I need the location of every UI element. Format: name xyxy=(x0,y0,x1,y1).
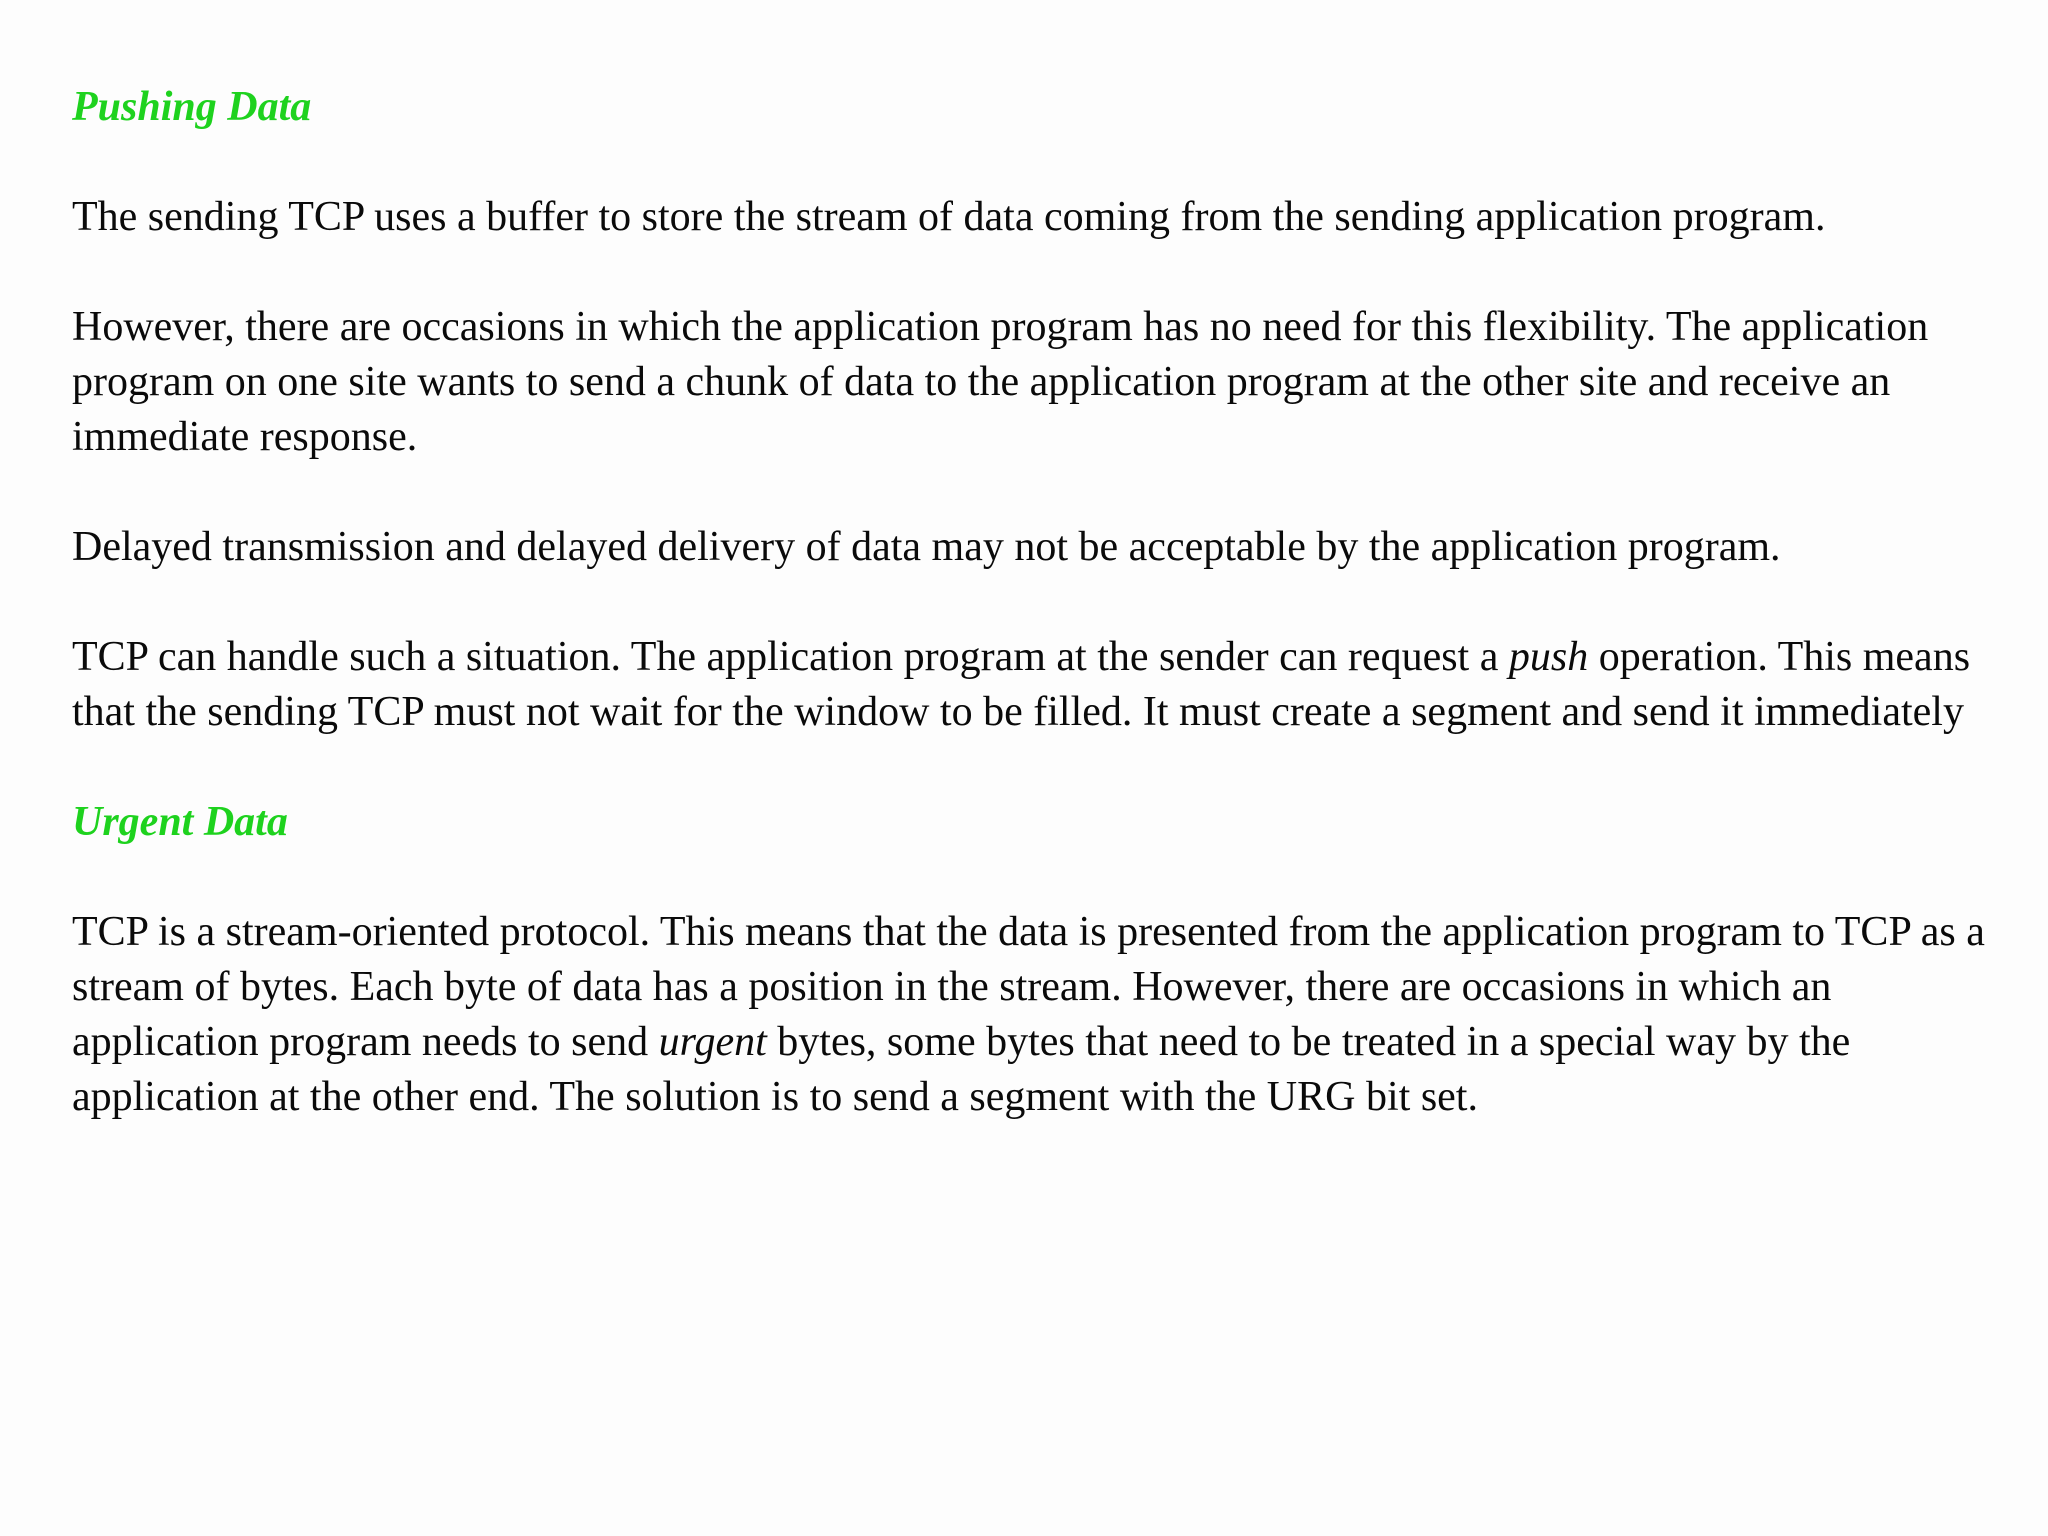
urgent-text-after: bytes, some bytes that need to be treated in a special way by the application at the other end. The solution is to send a segment with the URG bit set. xyxy=(72,1019,1851,1120)
push-text-after: operation. This means that the sending TCP must not wait for the window to be filled. It must create a segment and send it immediately xyxy=(72,634,1971,735)
paragraph-flexibility: However, there are occasions in which the application program has no need for this flexibility. The application program on one site wants to send a chunk of data to the application program at the other site and receive an immediate response. xyxy=(72,304,1929,460)
paragraph-urgent-data xyxy=(72,905,2008,1125)
urgent-term: urgent xyxy=(658,1019,767,1065)
paragraph-delayed-transmission: Delayed transmission and delayed delivery of data may not be acceptable by the application program. xyxy=(72,524,1781,570)
section-heading-pushing-data: Pushing Data xyxy=(72,84,312,130)
paragraph-push-operation xyxy=(72,630,2008,740)
section-heading-urgent-data: Urgent Data xyxy=(72,799,288,845)
push-term: push xyxy=(1508,634,1589,680)
urgent-text-before: TCP is a stream-oriented protocol. This means that the data is presented from the application program to TCP as a stream of bytes. Each byte of data has a position in the stream. However, there are occasions in which an application program needs to send xyxy=(72,909,1985,1065)
push-text-before: TCP can handle such a situation. The application program at the sender can request a xyxy=(72,634,1509,680)
paragraph-sending-buffer: The sending TCP uses a buffer to store the stream of data coming from the sending application program. xyxy=(72,194,1826,240)
